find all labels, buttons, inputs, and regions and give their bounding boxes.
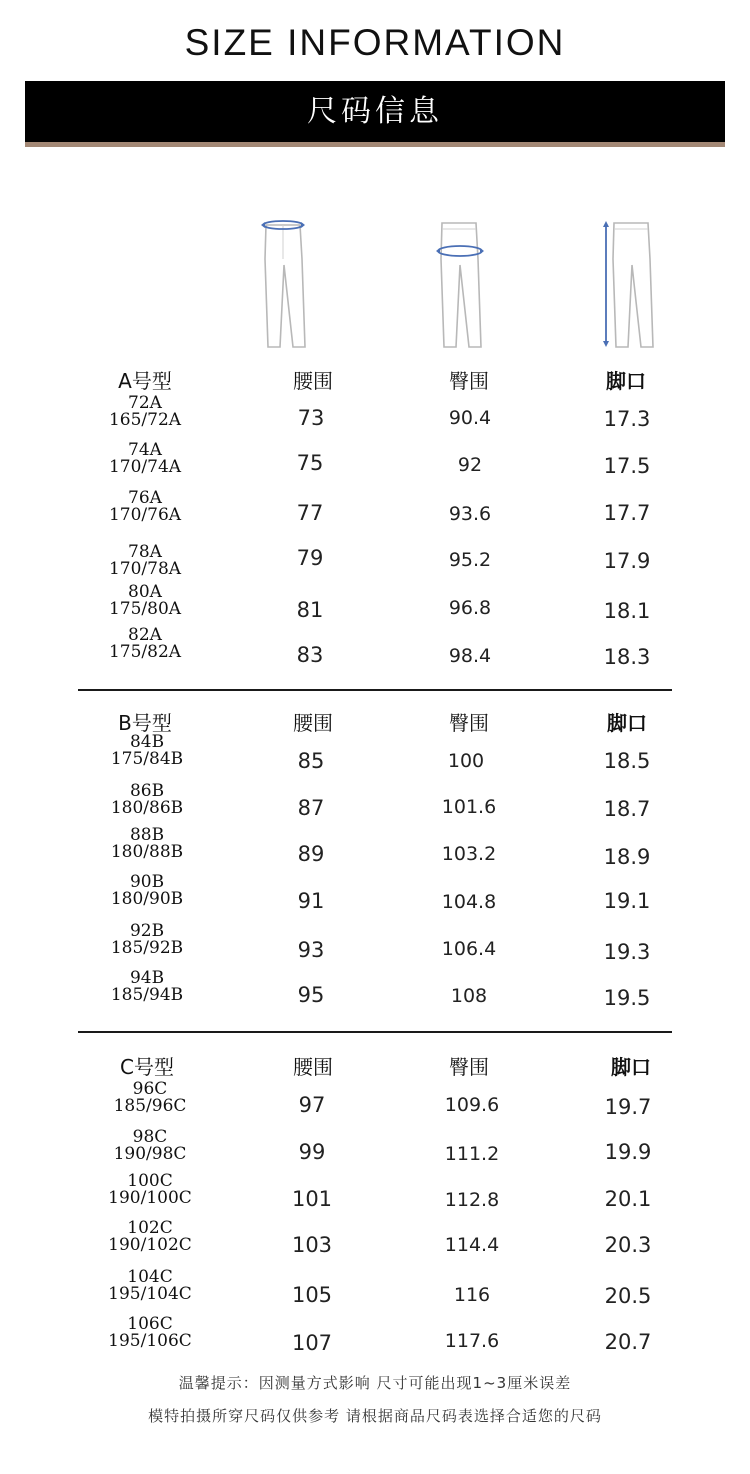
size-label: 90B 180/90B bbox=[110, 872, 184, 909]
page-title-en: SIZE INFORMATION bbox=[184, 22, 566, 63]
size-label: 102C 190/102C bbox=[108, 1218, 192, 1255]
waist-value: 81 bbox=[296, 598, 324, 622]
header-hip: 臀围 bbox=[449, 369, 489, 393]
size-label: 88B 180/88B bbox=[110, 825, 184, 862]
hem-value: 18.7 bbox=[603, 797, 651, 821]
waist-value: 97 bbox=[298, 1093, 326, 1117]
group-divider bbox=[78, 1031, 672, 1033]
header-waist: 腰围 bbox=[293, 711, 333, 735]
waist-value: 77 bbox=[296, 501, 324, 525]
measurement-tip-note: 温馨提示：因测量方式影响 尺寸可能出现1~3厘米误差 bbox=[178, 1374, 572, 1392]
hip-value: 101.6 bbox=[441, 796, 497, 818]
hem-value: 18.1 bbox=[603, 599, 651, 623]
size-label: 84B 175/84B bbox=[110, 732, 184, 769]
page-title-cn: 尺码信息 bbox=[307, 94, 443, 129]
hem-value: 18.3 bbox=[603, 645, 651, 669]
header-hip: 臀围 bbox=[449, 1055, 489, 1079]
hip-value: 117.6 bbox=[444, 1330, 500, 1352]
waist-value: 93 bbox=[297, 938, 325, 962]
waist-value: 91 bbox=[297, 889, 325, 913]
hip-value: 90.4 bbox=[448, 407, 492, 429]
waist-value: 75 bbox=[296, 451, 324, 475]
waist-value: 85 bbox=[297, 749, 325, 773]
header-hem: 脚口 bbox=[607, 711, 647, 735]
hem-value: 17.5 bbox=[603, 454, 651, 478]
size-label: 72A 165/72A bbox=[108, 393, 182, 430]
hem-value: 18.5 bbox=[603, 749, 651, 773]
size-label: 80A 175/80A bbox=[108, 582, 182, 619]
waist-value: 73 bbox=[297, 406, 325, 430]
pants-hip-measure-icon bbox=[428, 215, 498, 355]
size-label: 74A 170/74A bbox=[108, 440, 182, 477]
hem-value: 17.9 bbox=[603, 549, 651, 573]
hem-value: 19.3 bbox=[603, 940, 651, 964]
waist-value: 105 bbox=[291, 1283, 333, 1307]
size-label: 94B 185/94B bbox=[110, 968, 184, 1005]
header-waist: 腰围 bbox=[293, 369, 333, 393]
hem-value: 19.7 bbox=[604, 1095, 652, 1119]
waist-value: 95 bbox=[297, 983, 325, 1007]
hip-value: 116 bbox=[453, 1284, 491, 1306]
hip-value: 95.2 bbox=[448, 549, 492, 571]
size-label: 104C 195/104C bbox=[108, 1267, 192, 1304]
header-hem: 脚口 bbox=[606, 369, 646, 393]
hip-value: 114.4 bbox=[444, 1234, 500, 1256]
hip-value: 104.8 bbox=[441, 891, 497, 913]
header-size-type: B号型 bbox=[118, 711, 172, 735]
hip-value: 92 bbox=[457, 454, 483, 476]
hip-value: 100 bbox=[447, 750, 485, 772]
header-hem: 脚口 bbox=[611, 1055, 651, 1079]
size-label: 86B 180/86B bbox=[110, 781, 184, 818]
hip-value: 93.6 bbox=[448, 503, 492, 525]
waist-value: 87 bbox=[297, 796, 325, 820]
hip-value: 109.6 bbox=[444, 1094, 500, 1116]
size-label: 76A 170/76A bbox=[108, 488, 182, 525]
hem-value: 20.5 bbox=[604, 1284, 652, 1308]
hip-value: 96.8 bbox=[448, 597, 492, 619]
size-label: 96C 185/96C bbox=[113, 1079, 187, 1116]
size-label: 106C 195/106C bbox=[108, 1314, 192, 1351]
size-label: 82A 175/82A bbox=[108, 625, 182, 662]
size-label: 100C 190/100C bbox=[108, 1171, 192, 1208]
model-size-note: 模特拍摄所穿尺码仅供参考 请根据商品尺码表选择合适您的尺码 bbox=[148, 1407, 602, 1425]
header-hip: 臀围 bbox=[449, 711, 489, 735]
waist-value: 107 bbox=[291, 1331, 333, 1355]
size-label: 92B 185/92B bbox=[110, 921, 184, 958]
hip-value: 111.2 bbox=[444, 1143, 500, 1165]
waist-value: 79 bbox=[296, 546, 324, 570]
size-label: 98C 190/98C bbox=[113, 1127, 187, 1164]
waist-value: 83 bbox=[296, 643, 324, 667]
hip-value: 103.2 bbox=[441, 843, 497, 865]
hip-value: 106.4 bbox=[441, 938, 497, 960]
header-size-type: C号型 bbox=[120, 1055, 174, 1079]
hem-value: 20.3 bbox=[604, 1233, 652, 1257]
hem-value: 17.7 bbox=[603, 501, 651, 525]
pants-length-measure-icon bbox=[598, 215, 668, 355]
hem-value: 18.9 bbox=[603, 845, 651, 869]
waist-value: 103 bbox=[291, 1233, 333, 1257]
hem-value: 19.9 bbox=[604, 1140, 652, 1164]
hip-value: 108 bbox=[450, 985, 488, 1007]
hem-value: 20.1 bbox=[604, 1187, 652, 1211]
pants-waist-measure-icon bbox=[250, 215, 320, 355]
hip-value: 98.4 bbox=[448, 645, 492, 667]
hem-value: 17.3 bbox=[603, 407, 651, 431]
size-label: 78A 170/78A bbox=[108, 542, 182, 579]
title-banner bbox=[25, 81, 725, 147]
waist-value: 99 bbox=[298, 1140, 326, 1164]
waist-value: 89 bbox=[297, 842, 325, 866]
group-divider bbox=[78, 689, 672, 691]
header-size-type: A号型 bbox=[118, 369, 172, 393]
header-waist: 腰围 bbox=[293, 1055, 333, 1079]
hem-value: 19.5 bbox=[603, 986, 651, 1010]
hip-value: 112.8 bbox=[444, 1189, 500, 1211]
hem-value: 20.7 bbox=[604, 1330, 652, 1354]
waist-value: 101 bbox=[291, 1187, 333, 1211]
hem-value: 19.1 bbox=[603, 889, 651, 913]
